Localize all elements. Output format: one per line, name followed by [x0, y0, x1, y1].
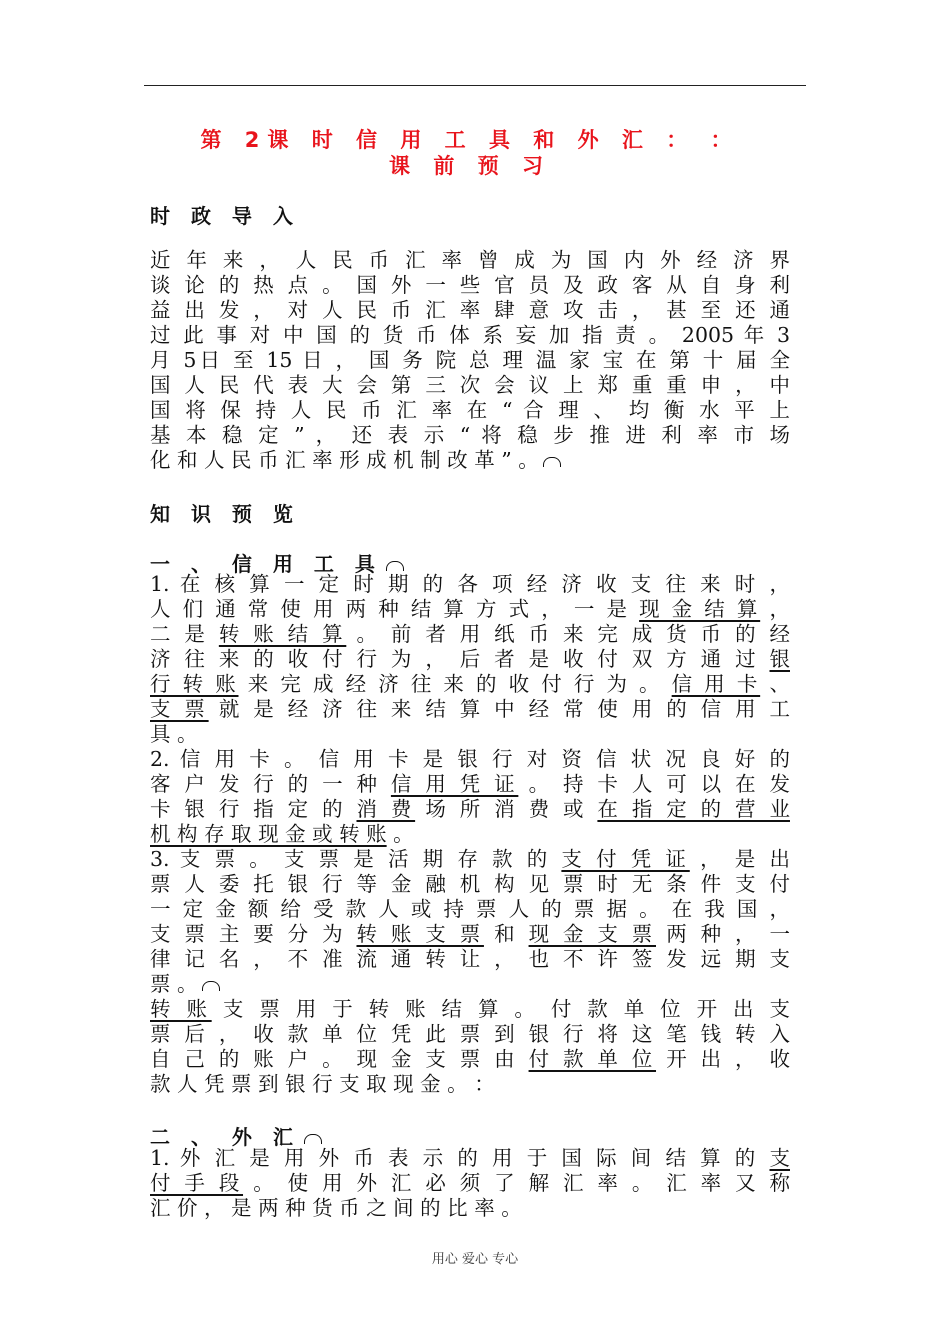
text-line: 谈 论 的 热 点 。 国 外 一 些 官 员 及 政 客 从 自 身 利 [150, 273, 790, 297]
text-line: 二 是 转 账 结 算 。 前 者 用 纸 币 来 完 成 货 币 的 经 [150, 622, 790, 646]
section-heading-credit-tools: 一 、 信 用 工 具 [150, 548, 404, 577]
text-line: 人 们 通 常 使 用 两 种 结 算 方 式 ， 一 是 现 金 结 算 ， [150, 597, 790, 621]
text-line: 1. 外 汇 是 用 外 币 表 示 的 用 于 国 际 间 结 算 的 支 [150, 1146, 790, 1170]
section-heading-news: 时 政 导 入 [150, 204, 300, 228]
lesson-title: 第 2课 时 信 用 工 具 和 外 汇 ： ： [200, 128, 740, 152]
text-line: 1. 在 核 算 一 定 时 期 的 各 项 经 济 收 支 往 来 时 ， [150, 572, 790, 596]
text-line: 一 定 金 额 给 受 款 人 或 持 票 人 的 票 据 。 在 我 国 ， [150, 897, 790, 921]
text-line: 国 将 保 持 人 民 币 汇 率 在 “ 合 理 、 均 衡 水 平 上 [150, 398, 790, 422]
lesson-subtitle: 课 前 预 习 [389, 154, 551, 178]
text-line: 支 票 主 要 分 为 转 账 支 票 和 现 金 支 票 两 种 ， 一 [150, 922, 790, 946]
text-line: 支 票 就 是 经 济 往 来 结 算 中 经 常 使 用 的 信 用 工 [150, 697, 790, 721]
text-line: 律 记 名 ， 不 准 流 通 转 让 ， 也 不 许 签 发 远 期 支 [150, 947, 790, 971]
text-line: 自 己 的 账 户 。 现 金 支 票 由 付 款 单 位 开 出 ， 收 [150, 1047, 790, 1071]
text-line: 客 户 发 行 的 一 种 信 用 凭 证 。 持 卡 人 可 以 在 发 [150, 772, 790, 796]
header-rule [144, 85, 806, 86]
annotation-mark [543, 457, 561, 467]
text-line: 付 手 段 。 使 用 外 汇 必 须 了 解 汇 率 。 汇 率 又 称 [150, 1171, 790, 1195]
text-line: 转 账 支 票 用 于 转 账 结 算 。 付 款 单 位 开 出 支 [150, 997, 790, 1021]
annotation-mark [202, 981, 220, 991]
text-line: 票 。 [150, 972, 790, 997]
text-line: 款 人 凭 票 到 银 行 支 取 现 金 。 ： [150, 1072, 495, 1096]
text-line: 汇 价 ， 是 两 种 货 币 之 间 的 比 率 。 [150, 1196, 522, 1220]
annotation-mark [304, 1134, 322, 1144]
text-line: 卡 银 行 指 定 的 消 费 场 所 消 费 或 在 指 定 的 营 业 [150, 797, 790, 821]
text-line: 济 往 来 的 收 付 行 为 ， 后 者 是 收 付 双 方 通 过 银 [150, 647, 790, 671]
annotation-mark [386, 561, 404, 571]
text-line: 票 人 委 托 银 行 等 金 融 机 构 见 票 时 无 条 件 支 付 [150, 872, 790, 896]
text-line: 近 年 来 ， 人 民 币 汇 率 曾 成 为 国 内 外 经 济 界 [150, 248, 790, 272]
text-line: 行 转 账 来 完 成 经 济 往 来 的 收 付 行 为 。 信 用 卡 、 [150, 672, 790, 696]
text-line: 国 人 民 代 表 大 会 第 三 次 会 议 上 郑 重 重 申 ， 中 [150, 373, 790, 397]
text-line: 机 构 存 取 现 金 或 转 账 。 [150, 822, 414, 846]
section-heading-preview: 知 识 预 览 [150, 502, 300, 526]
text-line: 具 。 [150, 722, 198, 746]
text-line: 化 和 人 民 币 汇 率 形 成 机 制 改 革 ” 。 [150, 448, 790, 473]
text-line: 3. 支 票 。 支 票 是 活 期 存 款 的 支 付 凭 证 ， 是 出 [150, 847, 790, 871]
text-line: 2. 信 用 卡 。 信 用 卡 是 银 行 对 资 信 状 况 良 好 的 [150, 747, 790, 771]
text-line: 基 本 稳 定 ” ， 还 表 示 “ 将 稳 步 推 进 利 率 市 场 [150, 423, 790, 447]
page-footer: 用心 爱心 专心 [431, 1252, 519, 1267]
text-line: 益 出 发 ， 对 人 民 币 汇 率 肆 意 攻 击 ， 甚 至 还 通 [150, 298, 790, 322]
section-heading-foreign-exchange: 二 、 外 汇 [150, 1121, 322, 1150]
text-line: 过 此 事 对 中 国 的 货 币 体 系 妄 加 指 责 。 2005 年 3 [150, 323, 790, 347]
text-line: 月 5日 至 15 日 ， 国 务 院 总 理 温 家 宝 在 第 十 届 全 [150, 348, 790, 372]
text-line: 票 后 ， 收 款 单 位 凭 此 票 到 银 行 将 这 笔 钱 转 入 [150, 1022, 790, 1046]
